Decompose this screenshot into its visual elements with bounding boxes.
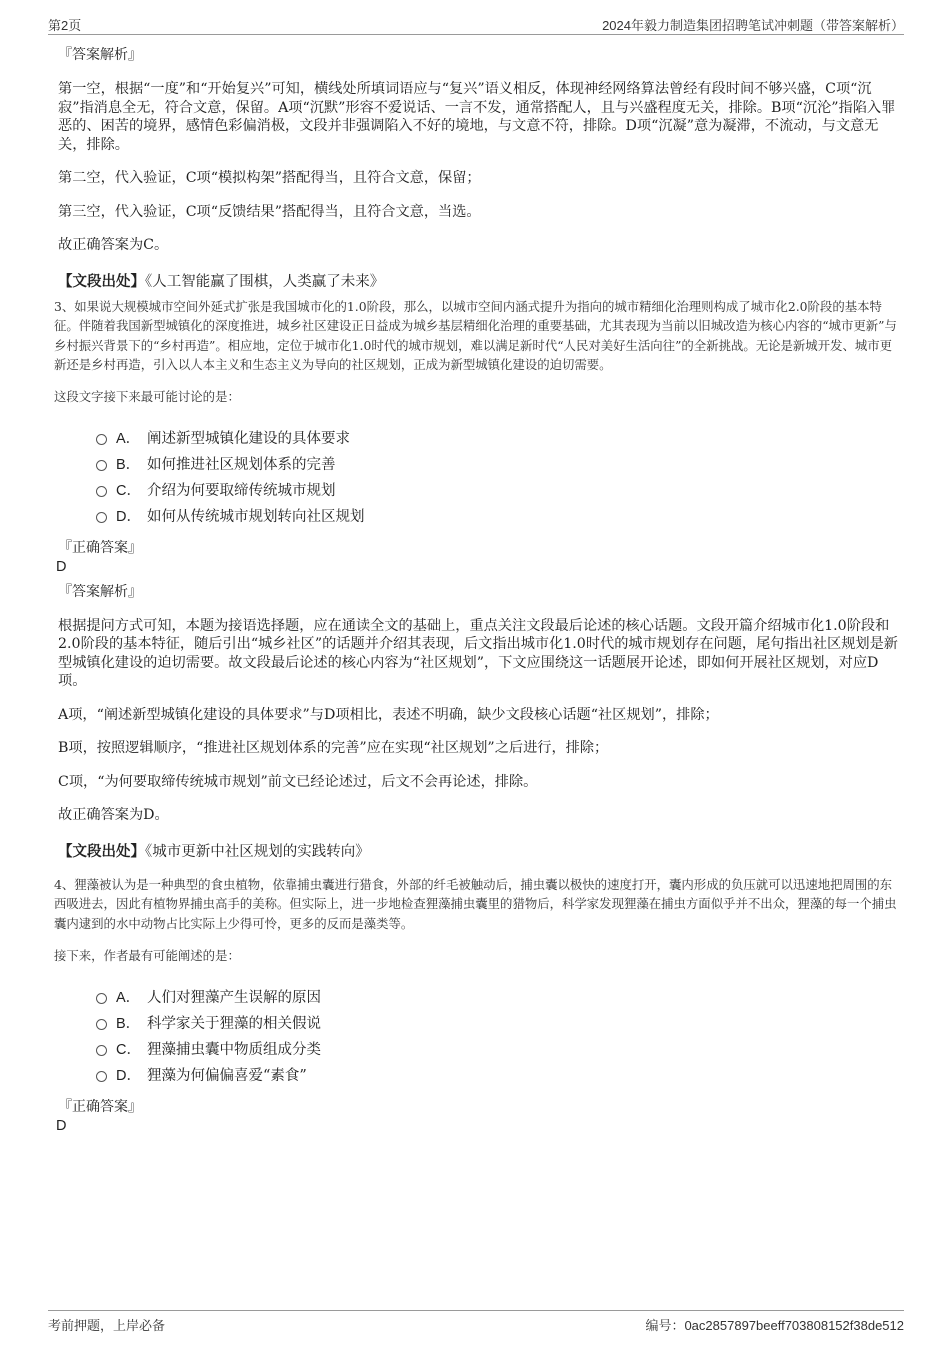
q3-answer-label: 『正确答案』 [58,539,142,556]
option-text: 如何从传统城市规划转向社区规划 [147,508,365,525]
q4-option-d[interactable] [96,1064,904,1090]
q2-analysis-label: 『答案解析』 [58,47,142,63]
q3-option-b[interactable] [96,453,904,479]
page-content [54,44,904,1140]
option-letter: C． [116,482,141,499]
q2-source-title: 《人工智能赢了围棋，人类赢了未来》 [145,273,385,290]
q2-analysis-para-3: 第三空，代入验证，C项“反馈结果”搭配得当，且符合文意，当选。 [58,203,481,220]
q4-option-b[interactable] [96,1012,904,1038]
q2-source [58,270,904,291]
option-letter: A． [116,989,141,1006]
q4-options [96,986,904,1090]
document-title: 2024年毅力制造集团招聘笔试冲刺题（带答案解析） [602,18,904,33]
option-text: 狸藻捕虫囊中物质组成分类 [147,1041,321,1058]
q3-answer: D [56,558,67,575]
q3-option-d[interactable] [96,505,904,531]
option-letter: A． [116,430,141,447]
radio-icon[interactable] [96,512,107,523]
page-number: 第2页 [48,18,82,33]
q3-source-title: 《城市更新中社区规划的实践转向》 [145,843,370,860]
option-letter: D． [116,508,141,525]
footer-doc-id: 编号：0ac2857897beeff703808152f38de512 [645,1318,904,1333]
radio-icon[interactable] [96,460,107,471]
q3-analysis-para-5: 故正确答案为D。 [58,807,169,824]
option-text: 狸藻为何偏偏喜爱“素食” [147,1067,307,1084]
page-header [48,12,904,35]
q3-analysis-label: 『答案解析』 [58,583,142,600]
footer-slogan: 考前押题，上岸必备 [48,1319,166,1334]
q3-analysis-para-2: A项，“阐述新型城镇化建设的具体要求”与D项相比，表述不明确，缺少文段核心话题“社区规划”，排除； [58,706,719,723]
q4-option-a[interactable] [96,986,904,1012]
q3-source [58,840,904,861]
q4-option-c[interactable] [96,1038,904,1064]
option-letter: B． [116,456,141,473]
q3-analysis-para-3: B项，按照逻辑顺序，“推进社区规划体系的完善”应在实现“社区规划”之后进行，排除； [58,740,609,757]
q4-answer-label: 『正确答案』 [58,1098,142,1115]
page-footer [48,1310,904,1335]
radio-icon[interactable] [96,1019,107,1030]
q3-prompt: 这段文字接下来最可能讨论的是： [54,388,240,404]
radio-icon[interactable] [96,1045,107,1056]
option-letter: C． [116,1041,141,1058]
q4-question-text: 4、狸藻被认为是一种典型的食虫植物，依靠捕虫囊进行猎食，外部的纤毛被触动后，捕虫囊以极快的速度打开，囊内形成的负压就可以迅速地把周围的东西吸进去，因此有植物界捕虫高手的美称。但实际上，进一步地检查狸藻捕虫囊里的猎物后，科学家发现狸藻在捕虫方面似乎并不出众，狸藻的每一个捕虫囊内逮到的水中动物占比实际上少得可怜，更多的反而是藻类等。 [54,876,897,932]
q2-analysis-para-4: 故正确答案为C。 [58,237,169,253]
q2-source-label: 【文段出处】 [58,272,145,290]
q2-analysis-para-2: 第二空，代入验证，C项“模拟构架”搭配得当，且符合文意，保留； [58,170,481,186]
option-text: 介绍为何要取缔传统城市规划 [147,482,336,499]
q3-source-label: 【文段出处】 [58,842,145,860]
option-letter: B． [116,1015,141,1032]
q4-prompt: 接下来，作者最有可能阐述的是： [54,947,240,963]
q3-option-a[interactable] [96,427,904,453]
q3-analysis-para-4: C项，“为何要取缔传统城市规划”前文已经论述过，后文不会再论述，排除。 [58,773,538,790]
q3-analysis-para-1: 根据提问方式可知，本题为接语选择题，应在通读全文的基础上，重点关注文段最后论述的核心话题。文段开篇介绍城市化1.0阶段和2.0阶段的基本特征，随后引出“城乡社区”的话题并介绍其表现，后文指出城市化1.0时代的城市规划存在问题，尾句指出社区规划是新型城镇化建设的迫切需要。故文段最后论述的核心内容为“社区规划”，下文应围绕这一话题展开论述，即如何开展社区规划，对应D项。 [58,617,898,690]
radio-icon[interactable] [96,434,107,445]
radio-icon[interactable] [96,1071,107,1082]
q3-options [96,427,904,531]
option-text: 科学家关于狸藻的相关假说 [147,1015,321,1032]
option-text: 如何推进社区规划体系的完善 [147,456,336,473]
option-letter: D． [116,1067,141,1084]
q2-analysis-para-1: 第一空，根据“一度”和“开始复兴”可知，横线处所填词语应与“复兴”语义相反，体现神经网络算法曾经有段时间不够兴盛，C项“沉寂”指消息全无，符合文意，保留。A项“沉默”形容不爱说话、一言不发，通常搭配人，且与兴盛程度无关，排除。B项“沉沦”指陷入罪恶的、困苦的境界，感情色彩偏消极，文段并非强调陷入不好的境地，与文意不符，排除。D项“沉凝”意为凝滞，不流动，与文意无关，排除。 [58,81,896,153]
q4-answer: D [56,1117,67,1134]
radio-icon[interactable] [96,993,107,1004]
radio-icon[interactable] [96,486,107,497]
q3-option-c[interactable] [96,479,904,505]
option-text: 人们对狸藻产生误解的原因 [147,989,321,1006]
q3-question-text: 3、如果说大规模城市空间外延式扩张是我国城市化的1.0阶段，那么，以城市空间内涵式提升为指向的城市精细化治理则构成了城市化2.0阶段的基本特征。伴随着我国新型城镇化的深度推进，城乡社区建设正日益成为城乡基层精细化治理的重要基础，尤其表现为当前以旧城改造为核心内容的“城市更新”与乡村振兴背景下的“乡村再造”。相应地，定位于城市化1.0时代的城市规划，难以满足新时代“人民对美好生活向往”的全新挑战。无论是新城开发、城市更新还是乡村再造，引入以人本主义和生态主义为导向的社区规划，正成为新型城镇化建设的迫切需要。 [54,298,897,373]
option-text: 阐述新型城镇化建设的具体要求 [147,430,350,447]
